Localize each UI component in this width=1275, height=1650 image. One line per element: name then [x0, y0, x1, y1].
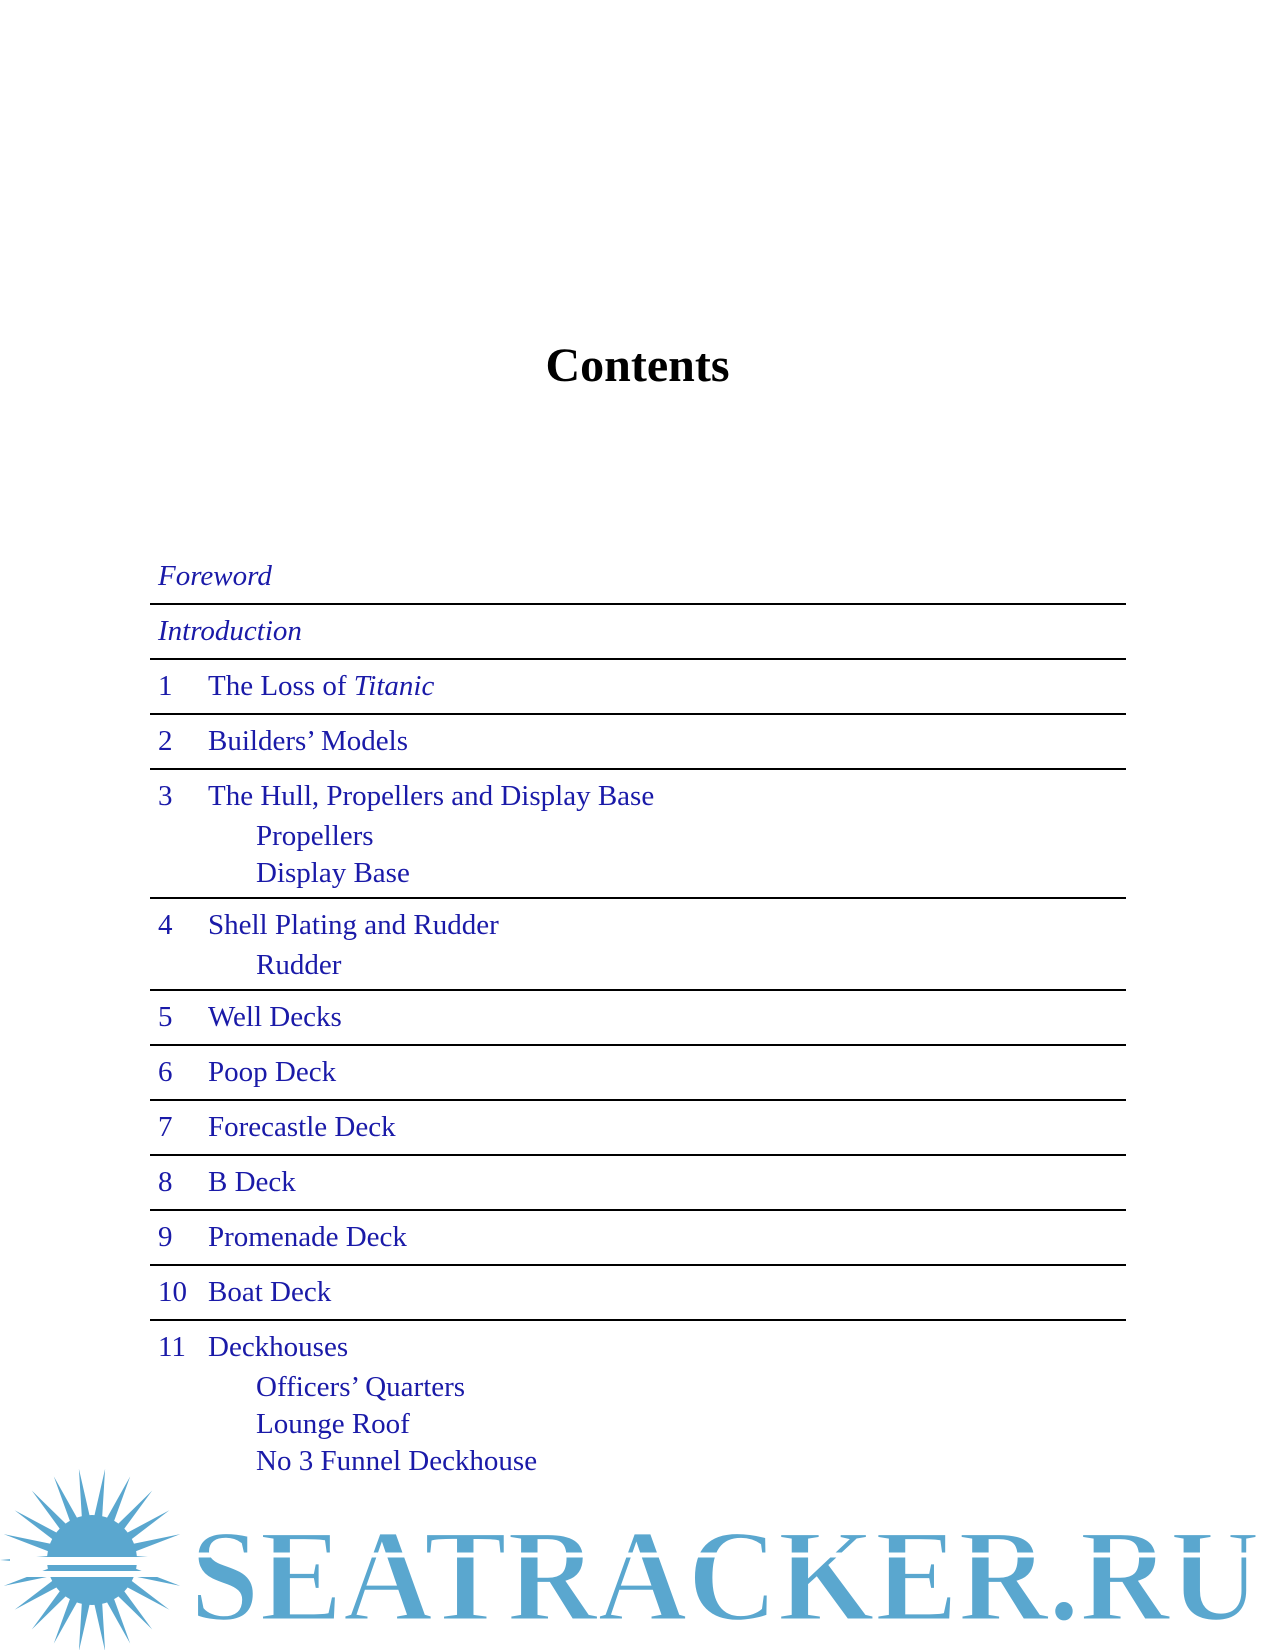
chapter-number: 5	[158, 1001, 173, 1033]
sun-ray	[94, 1469, 105, 1517]
toc-entry-chapter-1[interactable]	[150, 660, 1126, 715]
toc-entry-title[interactable]: Builders’ Models	[208, 725, 409, 757]
toc-entry-title[interactable]: Foreword	[158, 560, 272, 592]
chapter-number: 9	[158, 1221, 173, 1253]
chapter-number: 4	[158, 909, 173, 941]
toc-entry-chapter-2[interactable]	[150, 715, 1126, 770]
toc-entry-chapter-6[interactable]	[150, 1046, 1126, 1101]
sun-ray	[79, 1469, 90, 1517]
toc-entry-title[interactable]: Deckhouses	[208, 1331, 349, 1363]
toc-entry-title[interactable]: Introduction	[158, 615, 302, 647]
toc-entry-title[interactable]: Poop Deck	[208, 1056, 337, 1088]
sun-ray	[79, 1603, 90, 1650]
watermark-logo	[0, 1455, 1275, 1650]
toc-entry-title[interactable]: Shell Plating and Rudder	[208, 909, 499, 941]
toc-subentry[interactable]: No 3 Funnel Deckhouse	[256, 1445, 538, 1477]
sun-ray	[54, 1476, 78, 1521]
chapter-number: 6	[158, 1056, 173, 1088]
chapter-number: 7	[158, 1111, 173, 1143]
toc-entry-chapter-10[interactable]	[150, 1266, 1126, 1321]
sun-ray	[107, 1476, 131, 1521]
toc-entry-title-italic: Titanic	[353, 670, 435, 702]
toc-entry-title-text: The Loss of	[208, 670, 354, 702]
toc-entry-chapter-5[interactable]	[150, 991, 1126, 1046]
sun-ray	[54, 1598, 78, 1643]
toc-entry-chapter-8[interactable]	[150, 1156, 1126, 1211]
chapter-number: 1	[158, 670, 173, 702]
table-of-contents	[150, 550, 1126, 1485]
chapter-number: 3	[158, 780, 173, 812]
toc-subentry[interactable]: Officers’ Quarters	[256, 1371, 466, 1403]
page-title: Contents	[545, 339, 730, 392]
toc-entry-introduction[interactable]	[150, 605, 1126, 660]
toc-entry-title[interactable]: Well Decks	[208, 1001, 342, 1033]
toc-entry-title[interactable]	[208, 664, 434, 708]
chapter-number: 10	[158, 1276, 187, 1308]
sun-ray	[94, 1603, 105, 1650]
toc-entry-chapter-9[interactable]	[150, 1211, 1126, 1266]
chapter-number: 11	[158, 1331, 186, 1363]
toc-entry-foreword[interactable]	[150, 550, 1126, 605]
toc-entry-title[interactable]: Promenade Deck	[208, 1221, 407, 1253]
sun-ray	[107, 1598, 131, 1643]
watermark-text: SEATRACKER.RU	[190, 1502, 1260, 1649]
toc-entry-title[interactable]: Boat Deck	[208, 1276, 332, 1308]
toc-entry-chapter-3[interactable]	[150, 770, 1126, 899]
toc-entry-title[interactable]: Forecastle Deck	[208, 1111, 396, 1143]
sun-ray	[133, 1534, 180, 1551]
toc-subentry[interactable]: Propellers	[256, 820, 374, 852]
chapter-number: 8	[158, 1166, 173, 1198]
toc-subentry[interactable]: Display Base	[256, 857, 410, 889]
chapter-number: 2	[158, 725, 173, 757]
toc-entry-title[interactable]: B Deck	[208, 1166, 296, 1198]
toc-entry-title[interactable]: The Hull, Propellers and Display Base	[208, 780, 655, 812]
toc-subentry[interactable]: Rudder	[256, 949, 342, 981]
toc-entry-chapter-4[interactable]	[150, 899, 1126, 991]
toc-entry-chapter-7[interactable]	[150, 1101, 1126, 1156]
toc-subentry[interactable]: Lounge Roof	[256, 1408, 410, 1440]
sun-ray	[4, 1534, 51, 1551]
